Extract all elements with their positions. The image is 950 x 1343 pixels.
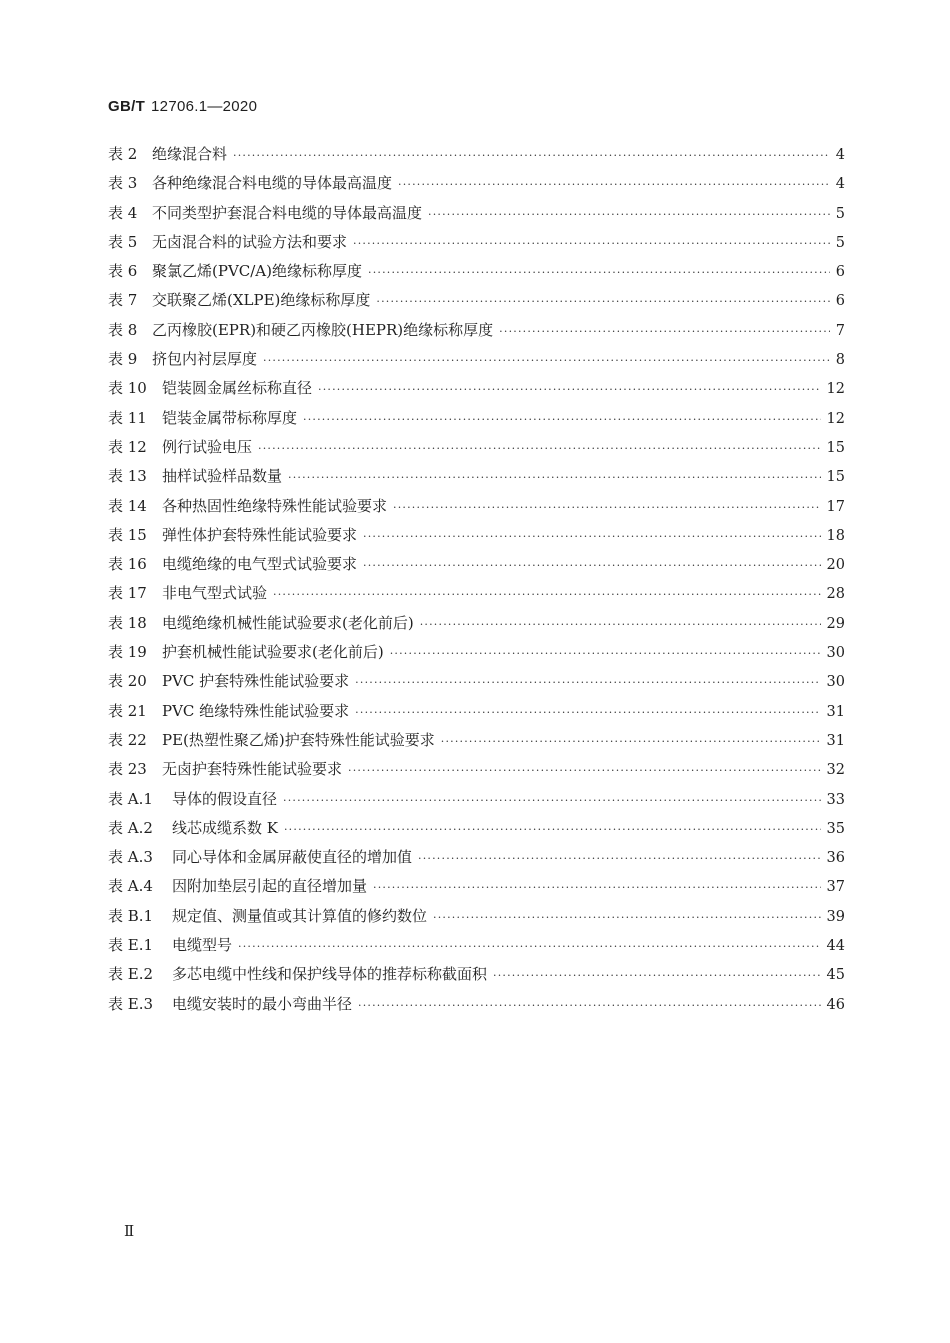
dot-leader — [355, 668, 820, 697]
toc-entry-title: PVC 护套特殊性能试验要求 — [162, 672, 350, 691]
toc-entry-label: 表 15 — [108, 525, 147, 544]
toc-entry[interactable] — [108, 492, 845, 521]
toc-entry[interactable] — [108, 462, 845, 491]
dot-leader — [353, 229, 830, 258]
toc-entry-label: 表 3 — [108, 174, 138, 193]
toc-entry-title: 绝缘混合料 — [152, 145, 228, 163]
toc-entry[interactable] — [108, 872, 845, 901]
dot-leader — [273, 580, 821, 609]
standard-number: 12706.1—2020 — [151, 98, 258, 115]
toc-entry-page: 4 — [835, 147, 845, 163]
toc-entry-title: 铠装圆金属丝标称直径 — [162, 379, 313, 398]
toc-entry-label: 表 17 — [108, 584, 147, 603]
toc-entry-label: 表 20 — [108, 672, 147, 691]
toc-entry-label: 表 14 — [108, 496, 147, 515]
toc-entry-label: 表 19 — [108, 643, 147, 662]
dot-leader — [363, 551, 821, 580]
dot-leader — [258, 434, 821, 463]
toc-entry-title: 护套机械性能试验要求(老化前后) — [162, 643, 384, 662]
toc-entry-label: 表 22 — [108, 730, 147, 749]
toc-entry-title: 各种热固性绝缘特殊性能试验要求 — [162, 496, 388, 515]
toc-entry-label: 表 10 — [108, 379, 147, 398]
toc-entry-title: 线芯成缆系数 K — [172, 818, 278, 837]
toc-entry-title: 规定值、测量值或其计算值的修约数位 — [172, 906, 428, 925]
toc-entry-label: 表 7 — [108, 291, 138, 310]
toc-entry-page: 20 — [826, 557, 845, 574]
dot-leader — [393, 493, 821, 522]
toc-entry-page: 45 — [826, 967, 845, 984]
toc-entry-page: 30 — [826, 645, 845, 662]
toc-entry-page: 31 — [826, 703, 845, 720]
toc-entry-page: 6 — [835, 293, 845, 310]
toc-entry[interactable] — [108, 785, 845, 814]
toc-entry[interactable] — [108, 433, 845, 462]
dot-leader — [493, 961, 821, 990]
toc-entry-title: 弹性体护套特殊性能试验要求 — [162, 525, 358, 544]
toc-entry-page: 7 — [835, 322, 845, 339]
toc-entry-page: 28 — [826, 586, 845, 603]
dot-leader — [420, 610, 821, 639]
toc-entry-title: 抽样试验样品数量 — [162, 467, 283, 486]
toc-entry-label: 表 A.2 — [108, 818, 153, 837]
toc-entry-title: 电缆安装时的最小弯曲半径 — [172, 994, 353, 1013]
toc-entry-label: 表 2 — [108, 145, 138, 163]
dot-leader — [283, 786, 821, 815]
toc-entry[interactable] — [108, 345, 845, 374]
toc-entry[interactable] — [108, 814, 845, 843]
toc-entry-page: 32 — [826, 762, 845, 779]
toc-entry[interactable] — [108, 169, 845, 198]
toc-entry-page: 15 — [826, 439, 845, 456]
toc-entry-page: 18 — [826, 527, 845, 544]
toc-entry[interactable] — [108, 931, 845, 960]
toc-entry-title: 电缆型号 — [172, 936, 233, 955]
toc-entry-title: 同心导体和金属屏蔽使直径的增加值 — [172, 848, 413, 867]
dot-leader — [363, 522, 821, 551]
dot-leader — [499, 317, 830, 346]
toc-entry-page: 36 — [826, 850, 845, 867]
dot-leader — [238, 932, 821, 961]
toc-entry-label: 表 A.1 — [108, 789, 153, 808]
toc-entry-label: 表 B.1 — [108, 906, 154, 925]
dot-leader — [263, 346, 830, 375]
toc-entry-title: 挤包内衬层厚度 — [152, 350, 258, 369]
toc-entry-label: 表 8 — [108, 320, 138, 339]
toc-entry[interactable] — [108, 638, 845, 667]
page-number: Ⅱ — [124, 1222, 135, 1240]
toc-entry-title: PVC 绝缘特殊性能试验要求 — [162, 701, 350, 720]
toc-entry-title: 乙丙橡胶(EPR)和硬乙丙橡胶(HEPR)绝缘标称厚度 — [152, 320, 494, 339]
toc-entry[interactable] — [108, 902, 845, 931]
dot-leader — [284, 815, 821, 844]
toc-entry-page: 30 — [826, 674, 845, 691]
toc-entry-label: 表 6 — [108, 262, 138, 281]
toc-entry-title: 无卤混合料的试验方法和要求 — [152, 232, 348, 251]
toc-entry-page: 6 — [835, 264, 845, 281]
toc-entry-page: 17 — [826, 498, 845, 515]
toc-entry-title: 各种绝缘混合料电缆的导体最高温度 — [152, 174, 393, 193]
dot-leader — [368, 258, 830, 287]
dot-leader — [358, 991, 821, 1020]
toc-entry[interactable] — [108, 579, 845, 608]
dot-leader — [318, 375, 821, 404]
toc-entry-label: 表 E.2 — [108, 965, 154, 984]
toc-entry-label: 表 13 — [108, 467, 147, 486]
toc-entry-label: 表 9 — [108, 350, 138, 369]
toc-entry-page: 5 — [835, 205, 845, 222]
toc-entry[interactable] — [108, 697, 845, 726]
toc-entry-page: 31 — [826, 732, 845, 749]
dot-leader — [390, 639, 821, 668]
toc-entry-title: 电缆绝缘机械性能试验要求(老化前后) — [162, 613, 414, 632]
toc-entry[interactable] — [108, 140, 845, 169]
dot-leader — [433, 903, 821, 932]
toc-entry[interactable] — [108, 990, 845, 1019]
toc-entry-page: 12 — [826, 410, 845, 427]
toc-entry[interactable] — [108, 550, 845, 579]
toc-entry-page: 29 — [826, 615, 845, 632]
toc-entry-title: 例行试验电压 — [162, 437, 253, 456]
toc-entry-label: 表 E.1 — [108, 936, 154, 955]
toc-entry[interactable] — [108, 374, 845, 403]
toc-entry[interactable] — [108, 316, 845, 345]
toc-entry-page: 8 — [835, 352, 845, 369]
toc-entry[interactable] — [108, 843, 845, 872]
toc-entry-title: 导体的假设直径 — [172, 789, 278, 808]
toc-entry[interactable] — [108, 755, 845, 784]
toc-entry-label: 表 A.4 — [108, 877, 153, 896]
toc-entry-label: 表 5 — [108, 232, 138, 251]
toc-entry-title: PE(热塑性聚乙烯)护套特殊性能试验要求 — [162, 730, 435, 749]
toc-entry-label: 表 E.3 — [108, 994, 154, 1013]
toc-entry-page: 33 — [826, 791, 845, 808]
toc-entry[interactable] — [108, 404, 845, 433]
toc-entry-title: 多芯电缆中性线和保护线导体的推荐标称截面积 — [172, 965, 488, 984]
standard-prefix: GB/T — [108, 98, 146, 115]
toc-entry-page: 39 — [826, 908, 845, 925]
toc-entry-label: 表 4 — [108, 203, 138, 222]
toc-entry[interactable] — [108, 199, 845, 228]
toc-entry-label: 表 12 — [108, 437, 147, 456]
toc-entry-page: 37 — [826, 879, 845, 896]
dot-leader — [373, 873, 821, 902]
dot-leader — [418, 844, 821, 873]
toc-entry[interactable] — [108, 228, 845, 257]
toc-entry[interactable] — [108, 286, 845, 315]
toc-entry-page: 4 — [835, 176, 845, 193]
toc-entry-title: 不同类型护套混合料电缆的导体最高温度 — [152, 203, 423, 222]
toc-entry-title: 交联聚乙烯(XLPE)绝缘标称厚度 — [152, 291, 371, 310]
dot-leader — [288, 463, 821, 492]
dot-leader — [303, 405, 821, 434]
toc-entry-label: 表 A.3 — [108, 848, 153, 867]
toc-entry-label: 表 11 — [108, 408, 147, 427]
dot-leader — [376, 287, 829, 316]
toc-entry-page: 15 — [826, 469, 845, 486]
toc-entry-title: 聚氯乙烯(PVC/A)绝缘标称厚度 — [152, 262, 362, 281]
standard-code — [108, 98, 257, 115]
toc-entry-label: 表 16 — [108, 555, 147, 574]
dot-leader — [398, 170, 830, 199]
toc-entry-label: 表 18 — [108, 613, 147, 632]
toc-entry-page: 12 — [826, 381, 845, 398]
toc-entry-title: 无卤护套特殊性能试验要求 — [162, 760, 343, 779]
toc-entry-page: 46 — [826, 996, 845, 1013]
toc-entry-label: 表 23 — [108, 760, 147, 779]
toc-entry[interactable] — [108, 726, 845, 755]
dot-leader — [348, 756, 821, 785]
toc-entry-title: 非电气型式试验 — [162, 584, 268, 603]
toc-entry-page: 5 — [835, 234, 845, 251]
dot-leader — [441, 727, 821, 756]
dot-leader — [355, 698, 820, 727]
dot-leader — [233, 141, 830, 170]
toc-entry[interactable] — [108, 667, 845, 696]
toc-entry[interactable] — [108, 609, 845, 638]
toc-entry-page: 44 — [826, 938, 845, 955]
dot-leader — [428, 200, 830, 229]
toc-entry-title: 电缆绝缘的电气型式试验要求 — [162, 555, 358, 574]
toc-entry[interactable] — [108, 257, 845, 286]
toc-entry-page: 35 — [826, 820, 845, 837]
table-of-contents — [108, 140, 845, 1019]
toc-entry[interactable] — [108, 960, 845, 989]
toc-entry-title: 铠装金属带标称厚度 — [162, 408, 298, 427]
toc-entry-title: 因附加垫层引起的直径增加量 — [172, 877, 368, 896]
toc-entry-label: 表 21 — [108, 701, 147, 720]
toc-entry[interactable] — [108, 521, 845, 550]
